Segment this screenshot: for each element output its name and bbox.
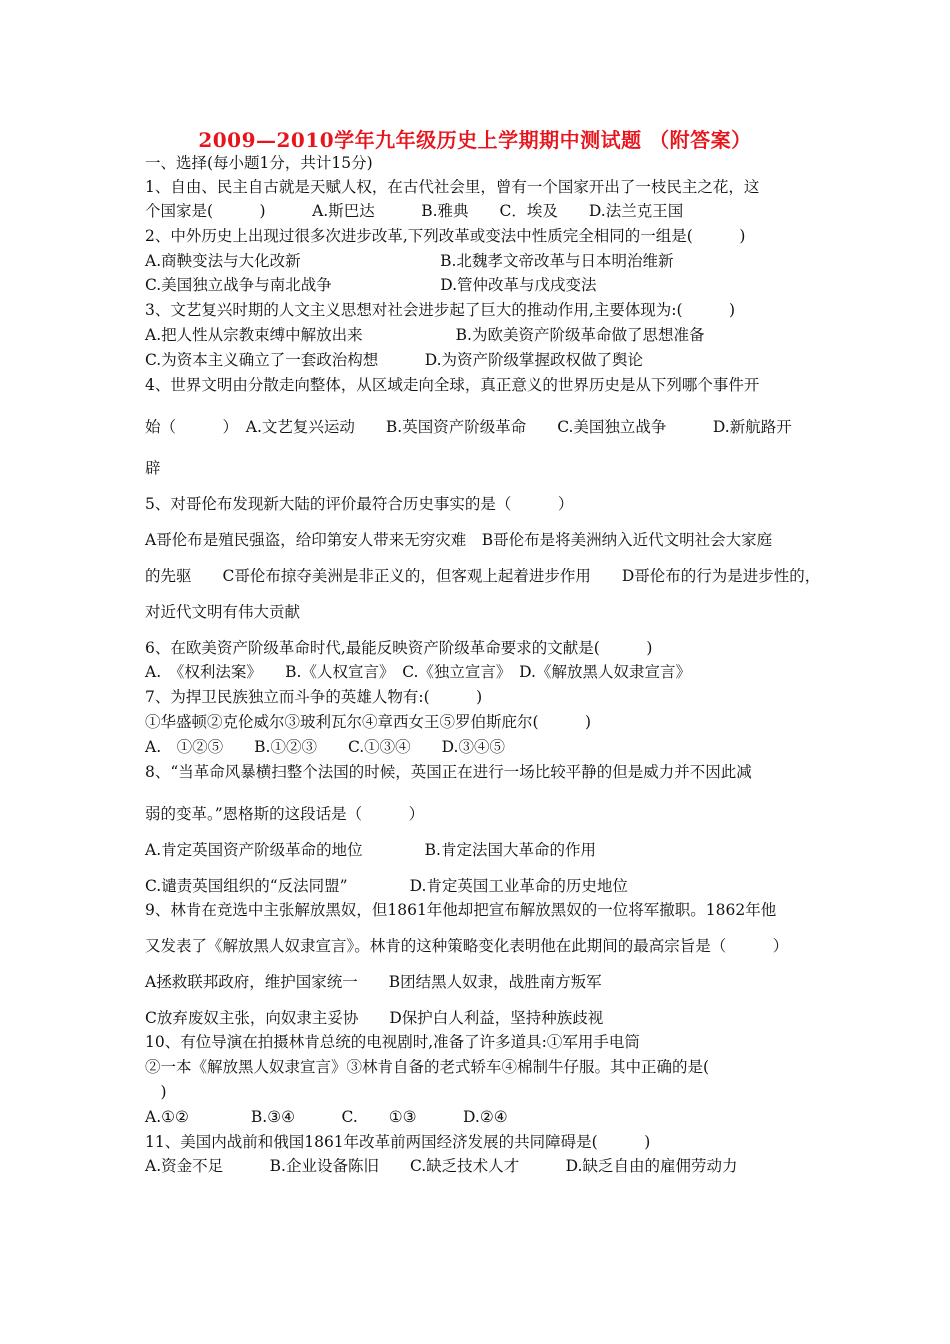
option-line: A.把人性从宗教束缚中解放出来 B.为欧美资产阶级革命做了思想准备 xyxy=(145,326,705,344)
option-line: C放弃废奴主张，向奴隶主妥协 D保护白人利益，坚持种族歧视 xyxy=(145,1009,604,1027)
question-line: 6、在欧美资产阶级革命时代,最能反映资产阶级革命要求的文献是( ) xyxy=(145,639,653,657)
document-title: 2009—2010学年九年级历史上学期期中测试题 （附答案） xyxy=(198,128,752,152)
question-line: 始（ ） A.文艺复兴运动 B.英国资产阶级革命 C.美国独立战争 D.新航路开 xyxy=(145,418,792,436)
option-line: A.①② B.③④ C. ①③ D.②④ xyxy=(145,1108,508,1126)
option-line: 对近代文明有伟大贡献 xyxy=(145,603,301,621)
question-line: 辟 xyxy=(145,459,161,477)
question-line: 又发表了《解放黑人奴隶宣言》。林肯的这种策略变化表明他在此期间的最高宗旨是（ ） xyxy=(145,937,789,955)
option-line: 的先驱 C哥伦布掠夺美洲是非正义的，但客观上起着进步作用 D哥伦布的行为是进步性的， xyxy=(145,567,821,585)
question-line: 9、林肯在竞选中主张解放黑奴，但1861年他却把宣布解放黑奴的一位将军撤职。1862年他 xyxy=(145,901,777,919)
option-line: A哥伦布是殖民强盗，给印第安人带来无穷灾难 B哥伦布是将美洲纳入近代文明社会大家庭 xyxy=(145,531,773,549)
question-line: 11、美国内战前和俄国1861年改革前两国经济发展的共同障碍是( ) xyxy=(145,1133,651,1151)
option-line: C.谴责英国组织的“反法同盟” D.肯定英国工业革命的历史地位 xyxy=(145,877,628,895)
question-line: 弱的变革。”恩格斯的这段话是（ ） xyxy=(145,805,425,823)
option-line: A拯救联邦政府，维护国家统一 B团结黑人奴隶，战胜南方叛军 xyxy=(145,973,602,991)
question-line: ) xyxy=(145,1083,167,1101)
question-line: 3、文艺复兴时期的人文主义思想对社会进步起了巨大的推动作用,主要体现为:( ) xyxy=(145,301,736,319)
question-line: 5、对哥伦布发现新大陆的评价最符合历史事实的是（ ） xyxy=(145,495,574,513)
question-line: ①华盛顿②克伦威尔③玻利瓦尔④章西女王⑤罗伯斯庇尔( ) xyxy=(145,713,592,731)
question-line: 4、世界文明由分散走向整体，从区域走向全球，真正意义的世界历史是从下列哪个事件开 xyxy=(145,376,760,394)
question-line: 10、有位导演在拍摄林肯总统的电视剧时,准备了许多道具:①军用手电筒 xyxy=(145,1033,640,1051)
option-line: A.商鞅变法与大化改新 B.北魏孝文帝改革与日本明治维新 xyxy=(145,252,674,270)
option-line: A. ①②⑤ B.①②③ C.①③④ D.③④⑤ xyxy=(145,738,505,756)
question-line: 2、中外历史上出现过很多次进步改革,下列改革或变法中性质完全相同的一组是( ) xyxy=(145,227,746,245)
question-line: 7、为捍卫民族独立而斗争的英雄人物有:( ) xyxy=(145,688,483,706)
question-line: 8、“当革命风暴横扫整个法国的时候，英国正在进行一场比较平静的但是威力并不因此减 xyxy=(145,763,752,781)
section-heading: 一、选择(每小题1分，共计15分) xyxy=(145,154,373,172)
option-line: C.美国独立战争与南北战争 D.管仲改革与戊戌变法 xyxy=(145,276,597,294)
question-line: 个国家是( ) A.斯巴达 B.雅典 C．埃及 D.法兰克王国 xyxy=(145,202,684,220)
option-line: A.资金不足 B.企业设备陈旧 C.缺乏技术人才 D.缺乏自由的雇佣劳动力 xyxy=(145,1157,738,1175)
question-line: 1、自由、民主自古就是天赋人权，在古代社会里，曾有一个国家开出了一枝民主之花，这 xyxy=(145,178,760,196)
option-line: C.为资本主义确立了一套政治构想 D.为资产阶级掌握政权做了舆论 xyxy=(145,351,644,369)
option-line: A. 《权利法案》 B.《人权宣言》 C.《独立宣言》 D.《解放黑人奴隶宣言》 xyxy=(145,663,691,681)
question-line: ②一本《解放黑人奴隶宣言》③林肯自备的老式轿车④棉制牛仔服。其中正确的是( xyxy=(145,1058,710,1076)
option-line: A.肯定英国资产阶级革命的地位 B.肯定法国大革命的作用 xyxy=(145,841,596,859)
